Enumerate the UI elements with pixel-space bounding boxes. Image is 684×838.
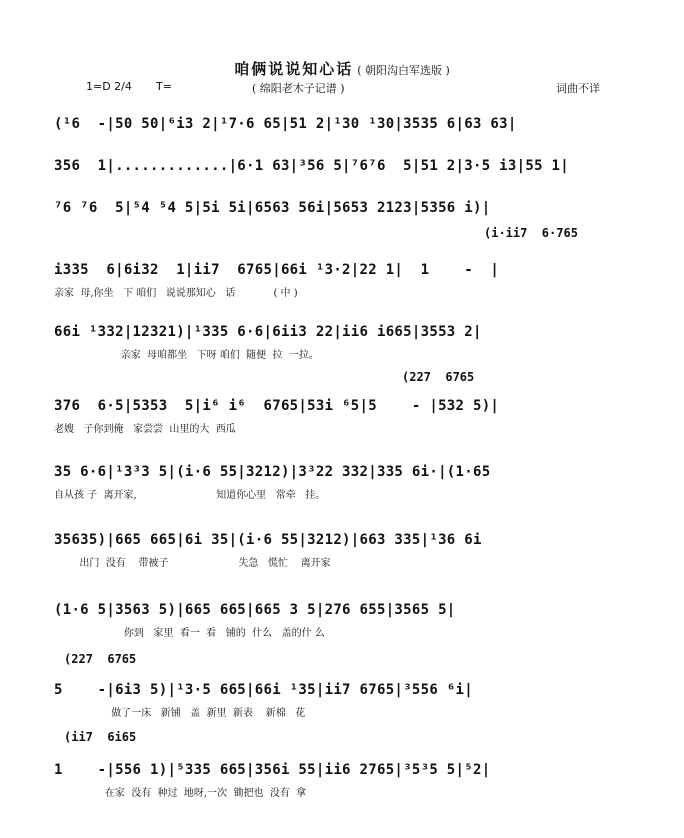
lyric: 亲家 母,你坐 下 咱们 说说那知心 话 ( 中 )	[54, 288, 298, 299]
notation: i335 6|6i32 1|ii7 6765|66i ¹3·2|22 1| 1 - |	[54, 262, 500, 278]
notation: 66i ¹332|12321)|¹335 6·6|6ii3 22|ii6 i665|3553 2|	[54, 324, 482, 340]
score-line-3	[54, 200, 674, 240]
key-signature: 1=D 2/4	[86, 80, 132, 93]
interlude-notation: (227 6765	[402, 370, 475, 384]
notation: 35635)|665 665|6i 35|(i·6 55|3212)|663 335|¹36 6i	[54, 532, 482, 548]
notation: (1·6 5|3563 5)|665 665|665 3 5|276 655|3565 5|	[54, 602, 456, 618]
score-line-10	[54, 682, 674, 722]
score-line-11	[54, 762, 674, 802]
notation: 5 -|6i3 5)|¹3·5 665|66i ¹35|ii7 6765|³556 ⁶i|	[54, 682, 473, 698]
interlude-notation: (227 6765	[64, 652, 137, 666]
score-line-7	[54, 464, 674, 504]
song-title	[0, 58, 684, 79]
lyric: 你到 家里 看一 看 铺的 什么 盖的什 么	[54, 628, 325, 639]
score-line-9	[54, 602, 674, 642]
tempo-mark: T=	[156, 80, 172, 93]
notation: 35 6·6|¹3³3 5|(i·6 55|3212)|3³22 332|335 6i·|(1·65	[54, 464, 491, 480]
lyric: 亲家 母咱都坐 下呀 咱们 随便 拉 一拉。	[54, 350, 319, 361]
lyric: 老嫂 子你到俺 家尝尝 山里的大 西瓜	[54, 424, 236, 435]
score-line-8	[54, 532, 674, 572]
notation: 356 1|.............|6·1 63|³56 5|⁷6⁷6 5|51 2|3·5 i3|55 1|	[54, 158, 569, 174]
title-text: 咱俩说说知心话	[234, 60, 354, 78]
composer-credit: 词曲不详	[556, 82, 600, 95]
score-line-6	[54, 398, 674, 438]
notation: 376 6·5|5353 5|i⁶ i⁶ 6765|53i ⁶5|5 - |532 5)|	[54, 398, 500, 414]
notation: 1 -|556 1)|⁵335 665|356i 55|ii6 2765|³5³5 5|⁵2|	[54, 762, 491, 778]
notation: (¹6 -|50 50|⁶i3 2|¹7·6 65|51 2|¹30 ¹30|3535 6|63 63|	[54, 116, 517, 132]
transcriber-credit: ( 绵阳老木子记谱 )	[252, 82, 345, 95]
score-line-2	[54, 158, 674, 198]
score-line-5	[54, 324, 674, 364]
score-line-4	[54, 262, 674, 302]
lyric: 做了一床 新铺 盖 新里 新表 新棉 花	[54, 708, 306, 719]
lyric: 自从孩 子 离开家, 知道你心里 常牵 挂。	[54, 490, 326, 501]
lyric: 在家 没有 种过 地呀,一次 锄把也 没有 拿	[54, 788, 307, 799]
interlude-notation: (ii7 6i65	[64, 730, 137, 744]
title-subtitle: ( 朝阳沟白军选版 )	[357, 64, 450, 77]
interlude-notation: (i·ii7 6·765	[484, 226, 578, 240]
notation: ⁷6 ⁷6 5|⁵4 ⁵4 5|5i 5i|6563 56i|5653 2123|5356 i)|	[54, 200, 491, 216]
lyric: 出门 没有 带被子 失急 慌忙 离开家	[54, 558, 331, 569]
score-line-1	[54, 116, 674, 156]
